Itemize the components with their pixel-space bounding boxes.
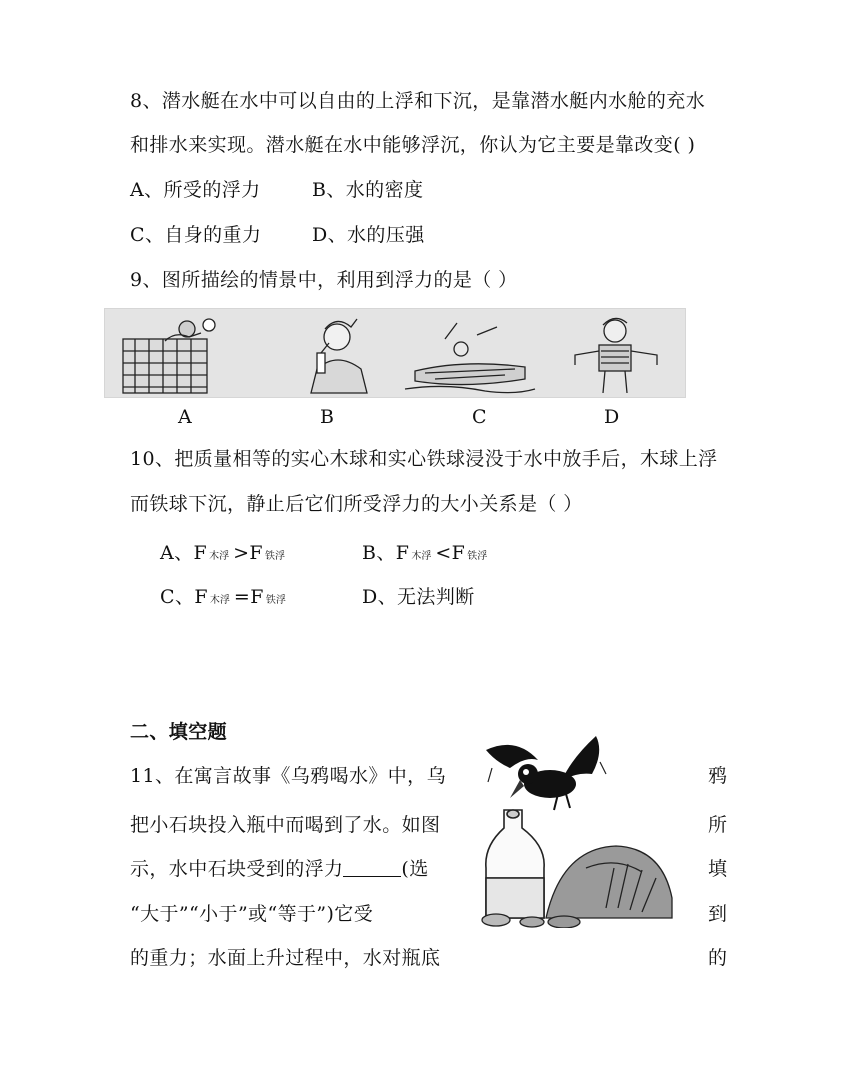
option-a-sub1: 木浮 <box>209 551 230 562</box>
q11-line4-left: “大于”“小于”或“等于”)它受 <box>130 903 374 925</box>
q8-option-a: A、所受的浮力 <box>130 179 261 201</box>
crow-and-bottle-illustration <box>466 728 686 928</box>
option-a-sub2: 铁浮 <box>265 551 286 562</box>
option-b-prefix: B、F <box>362 542 410 564</box>
q9-label-a: A <box>178 406 193 428</box>
q10-option-b <box>362 540 491 570</box>
option-a-relation: >F <box>233 542 264 564</box>
q11-line5-right: 的 <box>708 947 728 969</box>
q11-line3-suffix: (选 <box>401 858 429 880</box>
bottle-drawing <box>486 810 544 918</box>
q8-option-d: D、水的压强 <box>312 224 425 246</box>
option-b-sub2: 铁浮 <box>467 551 488 562</box>
q9-picture-strip <box>104 308 686 398</box>
option-b-sub1: 木浮 <box>411 551 432 562</box>
option-c-sub1: 木浮 <box>209 595 230 606</box>
q10-option-a <box>160 540 289 570</box>
q10-option-c <box>160 584 290 614</box>
q11-line5-left: 的重力；水面上升过程中，水对瓶底 <box>130 947 441 969</box>
q8-option-b: B、水的密度 <box>312 179 424 201</box>
q11-line2-right: 所 <box>708 814 728 836</box>
option-a-prefix: A、F <box>160 542 208 564</box>
option-b-relation: <F <box>435 542 466 564</box>
q8-stem-line2: 和排水来实现。潜水艇在水中能够浮沉，你认为它主要是靠改变( ) <box>130 134 696 156</box>
crow-drawing <box>486 736 606 810</box>
q9-label-b: B <box>320 406 335 428</box>
q11-line3-text: 示，水中石块受到的浮力 <box>130 858 344 880</box>
section-heading: 二、填空题 <box>130 721 228 743</box>
q11-line3-left <box>130 856 429 882</box>
q9-label-c: C <box>472 406 487 428</box>
option-c-sub2: 铁浮 <box>265 595 286 606</box>
q9-label-d: D <box>604 406 620 428</box>
q11-line2-left: 把小石块投入瓶中而喝到了水。如图 <box>130 814 441 836</box>
q10-option-d: D、无法判断 <box>362 586 475 608</box>
q8-stem-line1: 8、潜水艇在水中可以自由的上浮和下沉，是靠潜水艇内水舱的充水 <box>130 90 706 112</box>
q9-stem: 9、图所描绘的情景中，利用到浮力的是（ ） <box>130 269 518 291</box>
q10-stem-line2: 而铁球下沉，静止后它们所受浮力的大小关系是（ ） <box>130 493 583 515</box>
q10-stem-line1: 10、把质量相等的实心木球和实心铁球浸没于水中放手后，木球上浮 <box>130 448 718 470</box>
answer-blank[interactable] <box>343 858 401 877</box>
q9-scenes-illustration <box>105 309 685 397</box>
option-c-prefix: C、F <box>160 586 208 608</box>
q11-line1-left: 11、在寓言故事《乌鸦喝水》中，乌 <box>130 765 446 787</box>
q8-option-c: C、自身的重力 <box>130 224 262 246</box>
q11-line4-right: 到 <box>708 903 728 925</box>
q11-line1-right: 鸦 <box>708 765 728 787</box>
q11-line3-right: 填 <box>708 858 728 880</box>
option-c-relation: =F <box>233 586 264 608</box>
